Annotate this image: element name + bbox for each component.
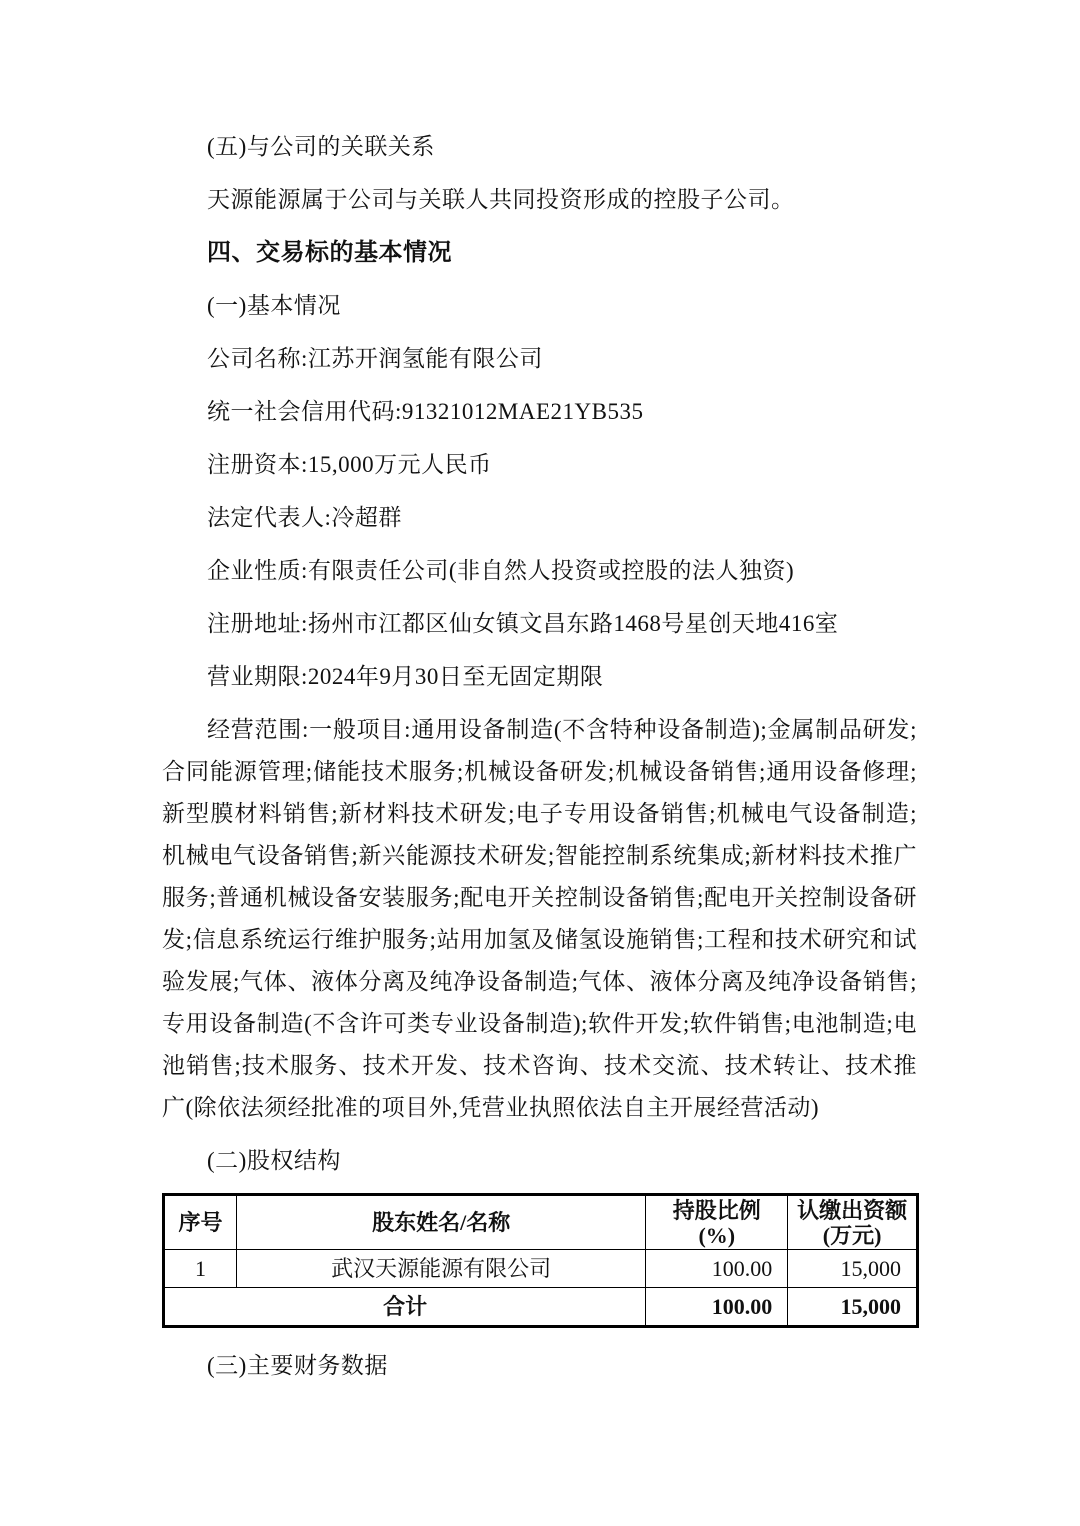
table-total-row <box>164 1288 918 1327</box>
header-subscribed-capital <box>788 1195 918 1250</box>
cell-shareholding-ratio: 100.00 <box>646 1250 788 1288</box>
section-5-title: (五)与公司的关联关系 <box>207 134 435 159</box>
header-index-label: 序号 <box>178 1210 223 1235</box>
business-term-line: 营业期限:2024年9月30日至无固定期限 <box>207 664 604 689</box>
header-index <box>164 1195 237 1250</box>
credit-code-line: 统一社会信用代码:91321012MAE21YB535 <box>207 399 644 424</box>
header-shareholder-name <box>236 1195 645 1250</box>
registered-address-line: 注册地址:扬州市江都区仙女镇文昌东路1468号星创天地416室 <box>207 611 839 636</box>
table-header-row <box>164 1195 918 1250</box>
registered-capital-line: 注册资本:15,000万元人民币 <box>207 452 492 477</box>
cell-subscribed-capital: 15,000 <box>788 1250 918 1288</box>
cell-total-ratio: 100.00 <box>646 1288 788 1327</box>
section-5-body: 天源能源属于公司与关联人共同投资形成的控股子公司。 <box>207 187 795 212</box>
business-scope-paragraph: 经营范围:一般项目:通用设备制造(不含特种设备制造);金属制品研发;合同能源管理;储能技术服务;机械设备研发;机械设备销售;通用设备修理;新型膜材料销售;新材料技术研发;电子专用设备销售;机械电气设备制造;机械电气设备销售;新兴能源技术研发;智能控制系统集成;新材料技术推广服务;普通机械设备安装服务;配电开关控制设备销售;配电开关控制设备研发;信息系统运行维护服务;站用加氢及储氢设施销售;工程和技术研究和试验发展;气体、液体分离及纯净设备制造;气体、液体分离及纯净设备销售;专用设备制造(不含许可类专业设备制造);软件开发;软件销售;电池制造;电池销售;技术服务、技术开发、技术咨询、技术交流、技术转让、技术推广(除依法须经批准的项目外,凭营业执照依法自主开展经营活动) <box>162 717 917 1120</box>
legal-representative-line: 法定代表人:冷超群 <box>207 505 402 530</box>
section-4-heading: 四、交易标的基本情况 <box>207 240 452 266</box>
cell-total-label: 合计 <box>164 1288 646 1327</box>
company-type-line: 企业性质:有限责任公司(非自然人投资或控股的法人独资) <box>207 558 795 583</box>
subsection-2-title: (二)股权结构 <box>207 1148 341 1173</box>
header-shareholding-ratio <box>646 1195 788 1250</box>
table-row <box>164 1250 918 1288</box>
header-subscribed-capital-unit: (万元) <box>822 1222 882 1248</box>
header-shareholding-ratio-label: 持股比例 <box>672 1197 761 1223</box>
subsection-1-title: (一)基本情况 <box>207 293 341 318</box>
cell-total-amount: 15,000 <box>788 1288 918 1327</box>
cell-shareholder-name: 武汉天源能源有限公司 <box>236 1250 645 1288</box>
cell-row-index: 1 <box>164 1250 237 1288</box>
header-shareholding-ratio-unit: (%) <box>698 1222 736 1248</box>
header-subscribed-capital-label: 认缴出资额 <box>797 1197 908 1223</box>
header-shareholder-name-label: 股东姓名/名称 <box>372 1210 511 1235</box>
subsection-3-title: (三)主要财务数据 <box>207 1353 388 1378</box>
shareholding-structure-table <box>162 1193 919 1328</box>
company-name-line: 公司名称:江苏开润氢能有限公司 <box>207 346 543 371</box>
